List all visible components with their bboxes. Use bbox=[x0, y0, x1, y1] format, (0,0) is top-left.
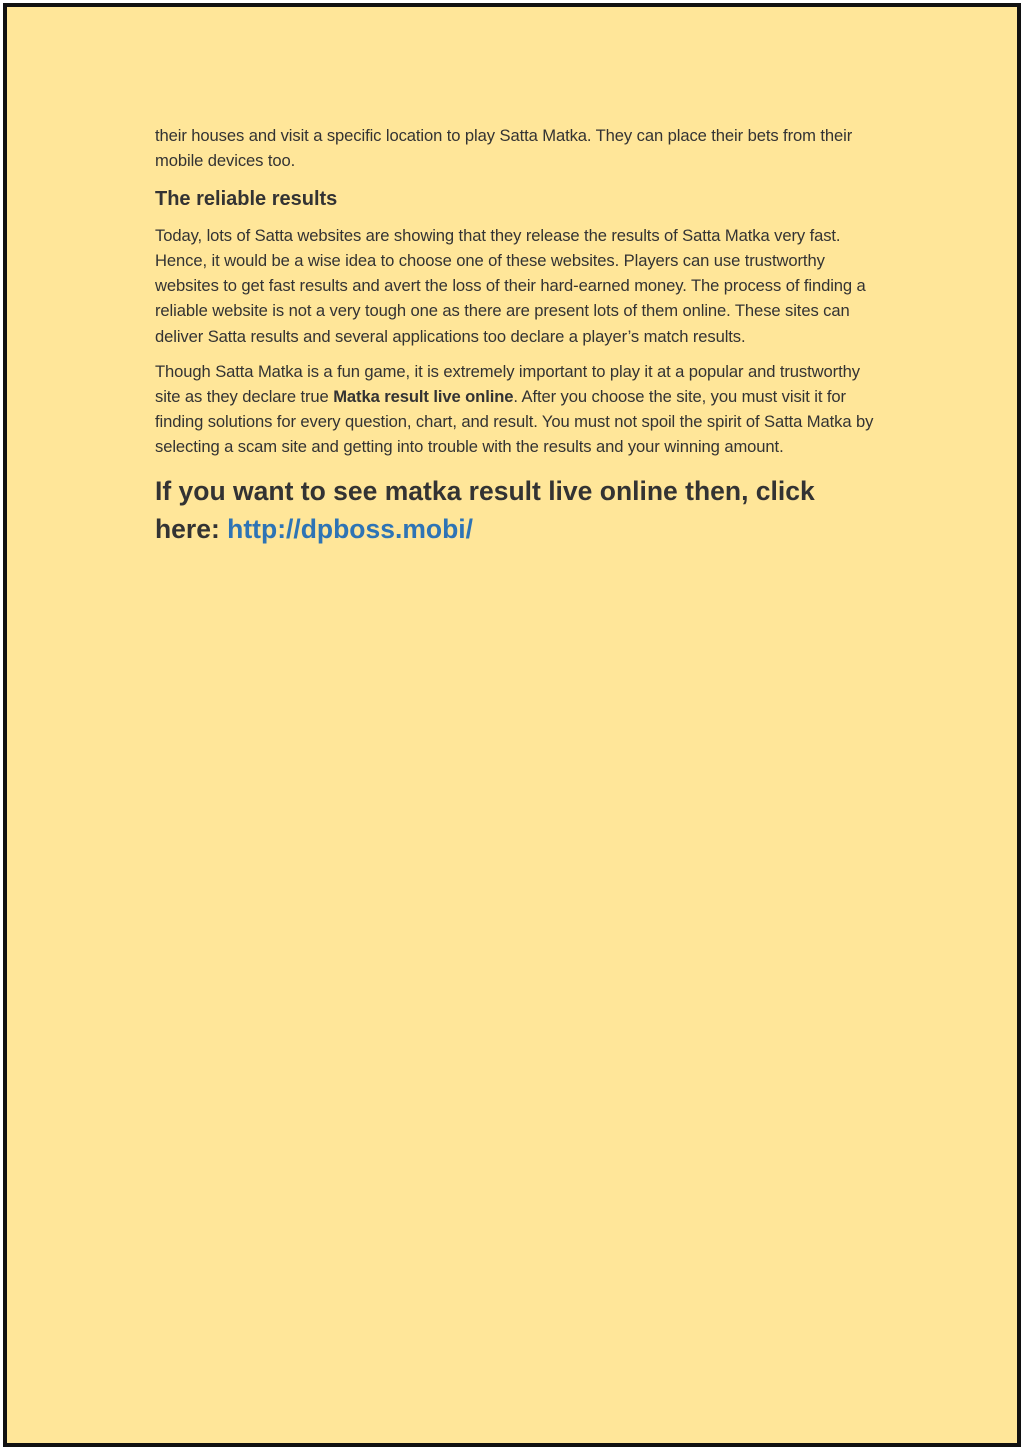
paragraph-text-after: . After you choose the site, you must visit it for finding solutions for every question, chart, and result. You must not spoil the spirit of Satta Matka by selecting a scam site and getting into trouble with the results and your winning amount. bbox=[155, 386, 874, 456]
satta-matka-paragraph bbox=[155, 359, 885, 459]
dpboss-link[interactable]: http://dpboss.mobi/ bbox=[227, 513, 473, 544]
matka-result-bold-phrase: Matka result live online bbox=[333, 386, 514, 406]
section-heading: The reliable results bbox=[155, 188, 338, 211]
intro-continuation-paragraph: their houses and visit a specific location to play Satta Matka. They can place their bets from their mobile devices too. bbox=[155, 126, 853, 171]
call-to-action bbox=[155, 473, 885, 548]
paragraph-text-before: Though Satta Matka is a fun game, it is extremely important to play it at a popular and trustworthy site as they declare true bbox=[155, 361, 860, 406]
document-content bbox=[155, 123, 885, 548]
call-to-action-text: If you want to see matka result live online then, click here: bbox=[155, 476, 815, 544]
reliable-results-paragraph: Today, lots of Satta websites are showing that they release the results of Satta Matka very fast. Hence, it would be a wise idea to choose one of these websites. Players can use trustworthy websites to get fast results and avert the loss of their hard-earned money. The process of finding a reliable website is not a very tough one as there are present lots of them online. These sites can deliver Satta results and several applications too declare a player’s match results. bbox=[155, 226, 866, 346]
document-page bbox=[3, 3, 1021, 1447]
